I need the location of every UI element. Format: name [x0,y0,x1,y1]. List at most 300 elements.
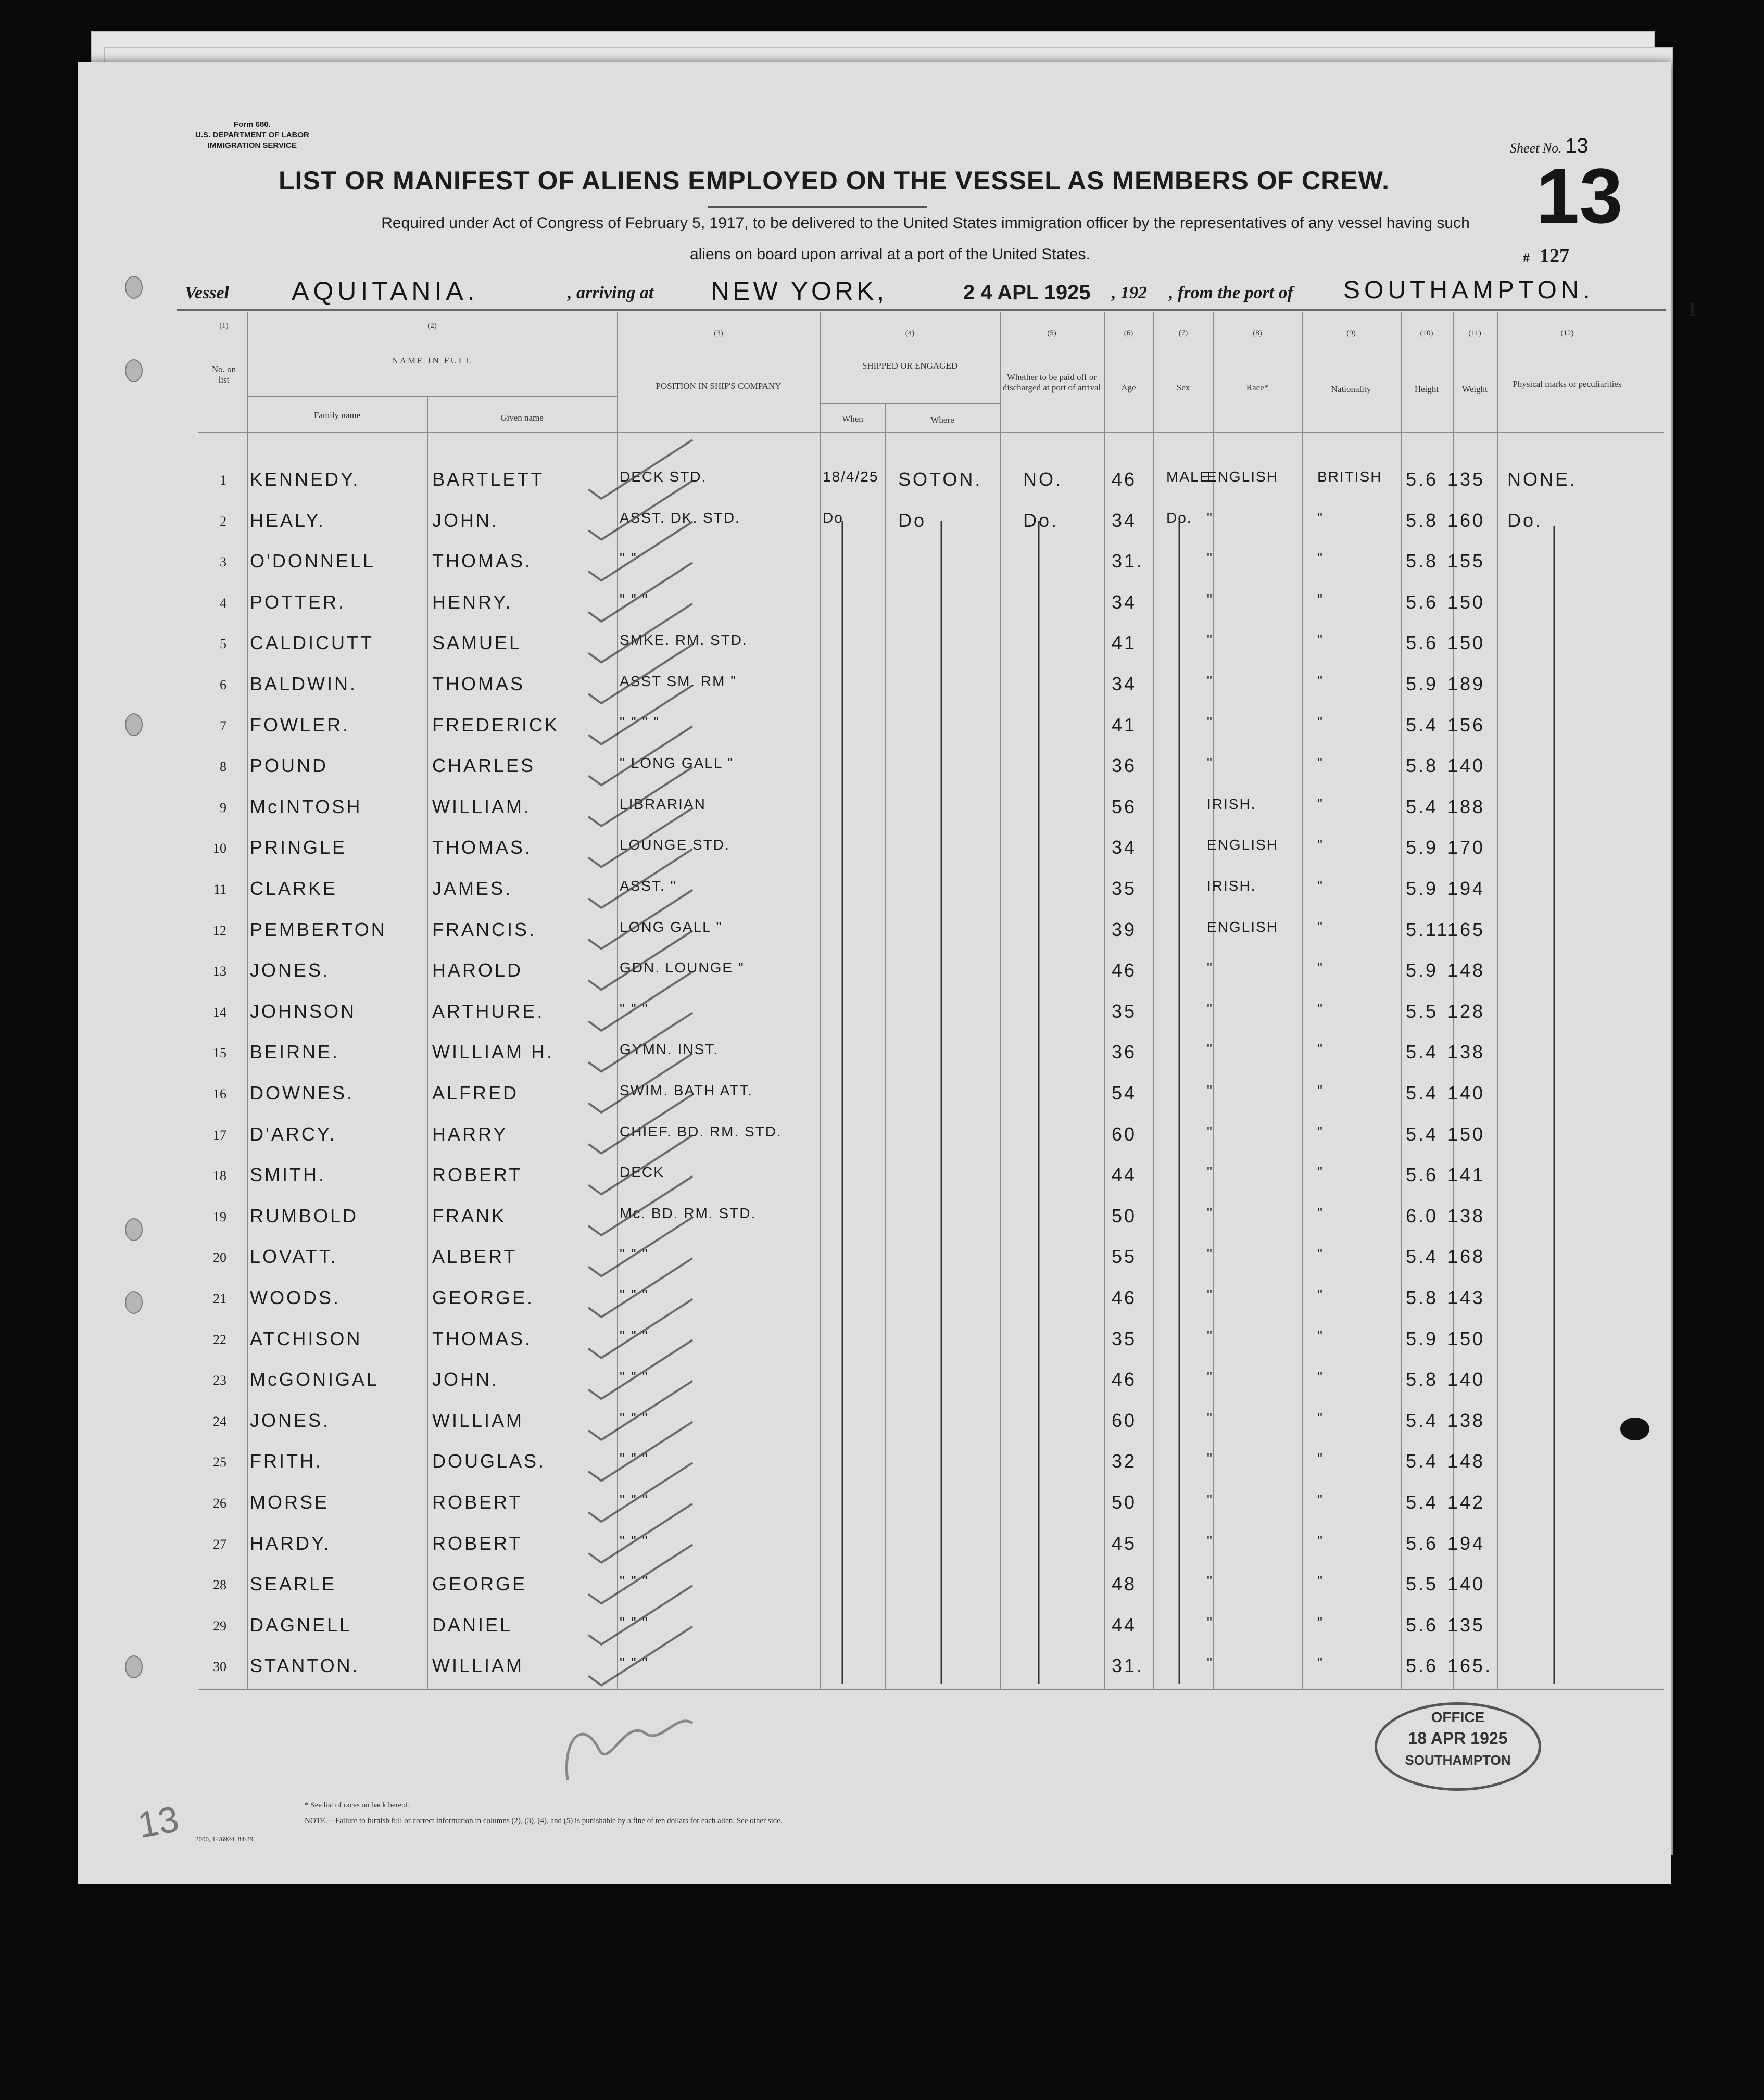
position: DECK [620,1164,664,1181]
age: 44 [1112,1164,1137,1186]
weight: 188 [1447,795,1485,817]
race: " [1207,1205,1213,1221]
given-name: THOMAS [432,673,525,694]
given-name: DOUGLAS. [432,1450,546,1472]
colnum-6: (6) [1124,329,1133,337]
row-number: 1 [220,473,226,488]
row-number: 9 [220,800,226,815]
height: 5.5 [1406,1573,1439,1595]
position: " " " [620,591,649,608]
height: 5.4 [1406,1409,1439,1431]
height: 5.6 [1406,1532,1439,1554]
position: " " " [620,1532,649,1549]
age: 35 [1112,878,1137,899]
nationality: " [1317,1205,1324,1221]
position: " " " [620,1369,649,1385]
race: " [1207,1573,1213,1590]
age: 60 [1112,1409,1137,1431]
nationality: " [1317,837,1324,853]
height: 5.9 [1406,959,1439,981]
header-where: Where [930,415,954,425]
sex: MALE [1166,469,1211,485]
nationality: " [1317,1123,1324,1140]
race: " [1207,1532,1213,1549]
nationality: " [1317,1164,1324,1181]
height: 5.4 [1406,1082,1439,1104]
row-number: 7 [220,718,226,733]
family-name: FOWLER. [250,714,350,736]
print-code: 2000, 14/6924. 84/39. [195,1835,255,1843]
race: IRISH. [1207,795,1256,812]
height: 5.9 [1406,1327,1439,1349]
row-number: 18 [213,1168,226,1184]
shipped-when: Do [823,509,843,526]
weight: 141 [1447,1164,1485,1186]
header-position: POSITION IN SHIP'S COMPANY [656,381,782,391]
height: 5.8 [1406,509,1439,531]
family-name: SMITH. [250,1164,326,1186]
row-number: 25 [213,1454,226,1470]
height: 5.9 [1406,673,1439,694]
given-name: THOMAS. [432,837,533,858]
header-marks: Physical marks or peculiarities [1513,379,1622,389]
age: 55 [1112,1246,1137,1268]
race: " [1207,714,1213,730]
family-name: MORSE [250,1491,330,1513]
height: 5.6 [1406,632,1439,654]
header-family-name: Family name [313,410,361,420]
race: " [1207,755,1213,771]
height: 5.4 [1406,795,1439,817]
colnum-8: (8) [1253,329,1262,337]
race: " [1207,1450,1213,1467]
colnum-9: (9) [1346,329,1356,337]
header-sex: Sex [1176,383,1190,393]
arriving-label: , arriving at [568,283,654,302]
race: " [1207,959,1213,976]
weight: 165. [1447,1655,1493,1677]
height: 5.4 [1406,1041,1439,1063]
family-name: JONES. [250,959,331,981]
height: 5.8 [1406,550,1439,572]
position: SWIM. BATH ATT. [620,1082,753,1098]
given-name: CHARLES [432,755,536,777]
family-name: FRITH. [250,1450,323,1472]
family-name: LOVATT. [250,1246,338,1268]
weight: 150 [1447,1123,1485,1145]
age: 39 [1112,918,1137,940]
family-name: PEMBERTON [250,918,387,940]
row-number: 28 [213,1577,226,1593]
race: " [1207,509,1213,526]
race: " [1207,1082,1213,1098]
position: " " " [620,1491,649,1508]
family-name: HEALY. [250,509,325,531]
age: 46 [1112,1287,1137,1308]
race: " [1207,1123,1213,1140]
weight: 160 [1447,509,1485,531]
family-name: HARDY. [250,1532,331,1554]
height: 5.4 [1406,1246,1439,1268]
nationality: " [1317,550,1324,567]
nationality: " [1317,591,1324,608]
department: U.S. DEPARTMENT OF LABOR [195,131,309,140]
height: 6.0 [1406,1205,1439,1226]
weight: 143 [1447,1287,1485,1308]
given-name: WILLIAM [432,1655,524,1677]
height: 5.6 [1406,469,1439,490]
race: " [1207,1327,1213,1344]
given-name: ALBERT [432,1246,518,1268]
height: 5.6 [1406,1164,1439,1186]
nationality: " [1317,1655,1324,1672]
list-number: 127 [1540,245,1569,267]
height: 5.4 [1406,1450,1439,1472]
position: " " " [620,1409,649,1426]
weight: 138 [1447,1409,1485,1431]
weight: 189 [1447,673,1485,694]
race: " [1207,1614,1213,1630]
age: 32 [1112,1450,1137,1472]
year-label: , 192 [1112,283,1147,302]
given-name: HENRY. [432,591,513,613]
colnum-12: (12) [1560,329,1574,337]
position: " " " [620,1246,649,1262]
weight: 150 [1447,632,1485,654]
row-number: 3 [220,554,226,570]
weight: 150 [1447,1327,1485,1349]
required-line-2: aliens on board upon arrival at a port of the United States. [690,246,1090,263]
height: 5.8 [1406,1287,1439,1308]
given-name: JOHN. [432,1369,499,1390]
stamp-bottom: SOUTHAMPTON [1405,1752,1511,1768]
given-name: JOHN. [432,509,499,531]
family-name: JONES. [250,1409,331,1431]
given-name: GEORGE [432,1573,527,1595]
row-number: 5 [220,636,226,652]
row-number: 26 [213,1496,226,1511]
age: 31. [1112,550,1144,572]
family-name: WOODS. [250,1287,341,1308]
header-shipped: SHIPPED OR ENGAGED [862,361,958,371]
row-number: 15 [213,1045,226,1061]
given-name: THOMAS. [432,550,533,572]
age: 60 [1112,1123,1137,1145]
nationality: " [1317,1491,1324,1508]
position: LIBRARIAN [620,795,706,812]
height: 5.11 [1406,918,1450,940]
row-number: 22 [213,1332,226,1347]
family-name: RUMBOLD [250,1205,359,1226]
race: IRISH. [1207,878,1256,894]
required-line-1: Required under Act of Congress of February 5, 1917, to be delivered to the United States immigration officer by the representatives of any vessel having such [381,214,1470,232]
colnum-3: (3) [714,329,723,337]
given-name: HARRY [432,1123,508,1145]
race: ENGLISH [1207,918,1278,935]
age: 54 [1112,1082,1137,1104]
family-name: CLARKE [250,878,338,899]
given-name: ARTHURE. [432,1000,545,1022]
family-name: DOWNES. [250,1082,355,1104]
colnum-2: (2) [427,322,437,330]
nationality: " [1317,1614,1324,1630]
position: " " " [620,1450,649,1467]
height: 5.6 [1406,1614,1439,1636]
weight: 138 [1447,1041,1485,1063]
from-port: SOUTHAMPTON. [1343,276,1594,304]
age: 46 [1112,959,1137,981]
age: 46 [1112,1369,1137,1390]
family-name: KENNEDY. [250,469,360,490]
header-height: Height [1414,384,1439,394]
shipped-where: SOTON. [898,469,982,490]
age: 46 [1112,469,1137,490]
weight: 135 [1447,469,1485,490]
nationality: " [1317,632,1324,649]
row-number: 2 [220,513,226,529]
nationality: " [1317,1041,1324,1058]
position: ASST. DK. STD. [620,509,740,526]
list-number-wrap: # 127 [1523,245,1569,267]
given-name: ROBERT [432,1164,523,1186]
nationality: " [1317,1327,1324,1344]
race: " [1207,591,1213,608]
footer-note: NOTE.—Failure to furnish full or correct information in columns (2), (3), (4), and (5) is punishable by a fine of ten dollars for each alien. See other side. [305,1817,783,1825]
position: " LONG GALL " [620,755,734,771]
height: 5.9 [1406,837,1439,858]
weight: 135 [1447,1614,1485,1636]
row-number: 12 [213,922,226,938]
arriving-port: NEW YORK, [711,276,888,306]
nationality: " [1317,959,1324,976]
position: " " " " [620,714,660,730]
race: " [1207,550,1213,567]
row-number: 6 [220,677,226,692]
age: 35 [1112,1327,1137,1349]
nationality: " [1317,1573,1324,1590]
given-name: FREDERICK [432,714,560,736]
row-number: 17 [213,1127,226,1143]
age: 34 [1112,673,1137,694]
header-no-on-list: No. on list [211,364,236,385]
height: 5.6 [1406,591,1439,613]
age: 48 [1112,1573,1137,1595]
stamp-date: 18 APR 1925 [1408,1729,1508,1748]
race: " [1207,1287,1213,1303]
position: " " " [620,1655,649,1672]
weight: 168 [1447,1246,1485,1268]
family-name: BEIRNE. [250,1041,340,1063]
weight: 194 [1447,878,1485,899]
family-name: CALDICUTT [250,632,374,654]
given-name: ROBERT [432,1491,523,1513]
height: 5.5 [1406,1000,1439,1022]
header-race: Race* [1246,383,1269,393]
header-paid-off: Whether to be paid off or discharged at port of arrival [1002,372,1101,393]
header-weight: Weight [1462,384,1488,394]
weight: 128 [1447,1000,1485,1022]
position: ASST SM. RM " [620,673,737,689]
age: 36 [1112,755,1137,777]
weight: 140 [1447,755,1485,777]
race: ENGLISH [1207,469,1278,485]
height: 5.4 [1406,1491,1439,1513]
given-name: ROBERT [432,1532,523,1554]
position: " " " [620,1327,649,1344]
family-name: PRINGLE [250,837,347,858]
row-number: 29 [213,1618,226,1634]
header-age: Age [1121,383,1136,393]
weight: 140 [1447,1369,1485,1390]
row-number: 11 [213,882,226,897]
weight: 194 [1447,1532,1485,1554]
row-number: 30 [213,1659,226,1675]
weight: 170 [1447,837,1485,858]
family-name: DAGNELL [250,1614,352,1636]
age: 41 [1112,714,1137,736]
nationality: " [1317,1000,1324,1017]
row-number: 19 [213,1209,226,1224]
weight: 140 [1447,1082,1485,1104]
family-name: JOHNSON [250,1000,357,1022]
nationality: " [1317,918,1324,935]
family-name: STANTON. [250,1655,360,1677]
family-name: POUND [250,755,329,777]
height: 5.6 [1406,1655,1439,1677]
given-name: THOMAS. [432,1327,533,1349]
colnum-5: (5) [1047,329,1056,337]
row-number: 23 [213,1373,226,1388]
race: " [1207,1246,1213,1262]
weight: 150 [1447,591,1485,613]
height: 5.8 [1406,755,1439,777]
race: " [1207,1655,1213,1672]
nationality: " [1317,878,1324,894]
shipped-where: Do [898,509,927,531]
colnum-11: (11) [1468,329,1481,337]
height: 5.4 [1406,1123,1439,1145]
nationality: " [1317,1532,1324,1549]
family-name: D'ARCY. [250,1123,337,1145]
sex: Do. [1166,509,1192,526]
colnum-1: (1) [219,322,229,330]
row-number: 24 [213,1413,226,1429]
nationality: " [1317,1246,1324,1262]
header-nationality: Nationality [1331,384,1371,394]
race: " [1207,673,1213,689]
position: " " " [620,1287,649,1303]
position: GDN. LOUNGE " [620,959,745,976]
age: 35 [1112,1000,1137,1022]
position: " " [620,550,637,567]
position: CHIEF. BD. RM. STD. [620,1123,782,1140]
shipped-when: 18/4/25 [823,469,879,485]
race: " [1207,1491,1213,1508]
weight: 156 [1447,714,1485,736]
signature-scribble [566,1721,692,1780]
check-mark [588,1626,692,1685]
nationality: " [1317,1409,1324,1426]
row-number: 14 [213,1004,226,1020]
race: " [1207,1000,1213,1017]
nationality: BRITISH [1317,469,1382,485]
race: " [1207,1369,1213,1385]
given-name: WILLIAM H. [432,1041,555,1063]
service: IMMIGRATION SERVICE [207,141,297,150]
family-name: ATCHISON [250,1327,362,1349]
height: 5.9 [1406,878,1439,899]
colnum-4: (4) [905,329,915,337]
row-number: 21 [213,1291,226,1306]
row-number: 10 [213,841,226,856]
race: " [1207,1164,1213,1181]
colnum-10: (10) [1420,329,1433,337]
form-number: Form 680. [234,120,271,129]
nationality: " [1317,755,1324,771]
age: 45 [1112,1532,1137,1554]
header-given-name: Given name [500,413,544,423]
sheet-big-number: 13 [1536,152,1623,239]
height: 5.4 [1406,714,1439,736]
row-number: 13 [213,964,226,979]
row-number: 16 [213,1086,226,1102]
position: " " " [620,1000,649,1017]
sheet-label: Sheet No. [1510,141,1562,156]
given-name: ALFRED [432,1082,519,1104]
margin-number: 1 [1687,297,1697,321]
age: 34 [1112,837,1137,858]
physical-marks: Do. [1507,509,1543,531]
nationality: " [1317,1287,1324,1303]
nationality: " [1317,509,1324,526]
given-name: SAMUEL [432,632,522,654]
family-name: McINTOSH [250,795,362,817]
position: ASST. " [620,878,677,894]
family-name: McGONIGAL [250,1369,380,1390]
given-name: WILLIAM [432,1409,524,1431]
age: 34 [1112,591,1137,613]
nationality: " [1317,1450,1324,1467]
from-label: , from the port of [1169,283,1293,302]
age: 56 [1112,795,1137,817]
nationality: " [1317,673,1324,689]
ink-blot [1620,1418,1649,1440]
age: 34 [1112,509,1137,531]
race: ENGLISH [1207,837,1278,853]
nationality: " [1317,1369,1324,1385]
paid-off: Do. [1023,509,1059,531]
row-number: 27 [213,1536,226,1552]
race: " [1207,632,1213,649]
family-name: POTTER. [250,591,346,613]
row-number: 4 [220,595,226,611]
position: " " " [620,1614,649,1630]
weight: 138 [1447,1205,1485,1226]
position: LOUNGE STD. [620,837,730,853]
age: 44 [1112,1614,1137,1636]
row-number: 20 [213,1250,226,1266]
header-when: When [842,414,863,424]
age: 31. [1112,1655,1144,1677]
physical-marks: NONE. [1507,469,1578,490]
colnum-7: (7) [1178,329,1188,337]
race-note: * See list of races on back hereof. [305,1801,410,1810]
page-title: LIST OR MANIFEST OF ALIENS EMPLOYED ON THE VESSEL AS MEMBERS OF CREW. [279,166,1390,195]
row-number: 8 [220,759,226,775]
nationality: " [1317,1082,1324,1098]
vessel-name: AQUITANIA. [292,276,479,306]
weight: 155 [1447,550,1485,572]
